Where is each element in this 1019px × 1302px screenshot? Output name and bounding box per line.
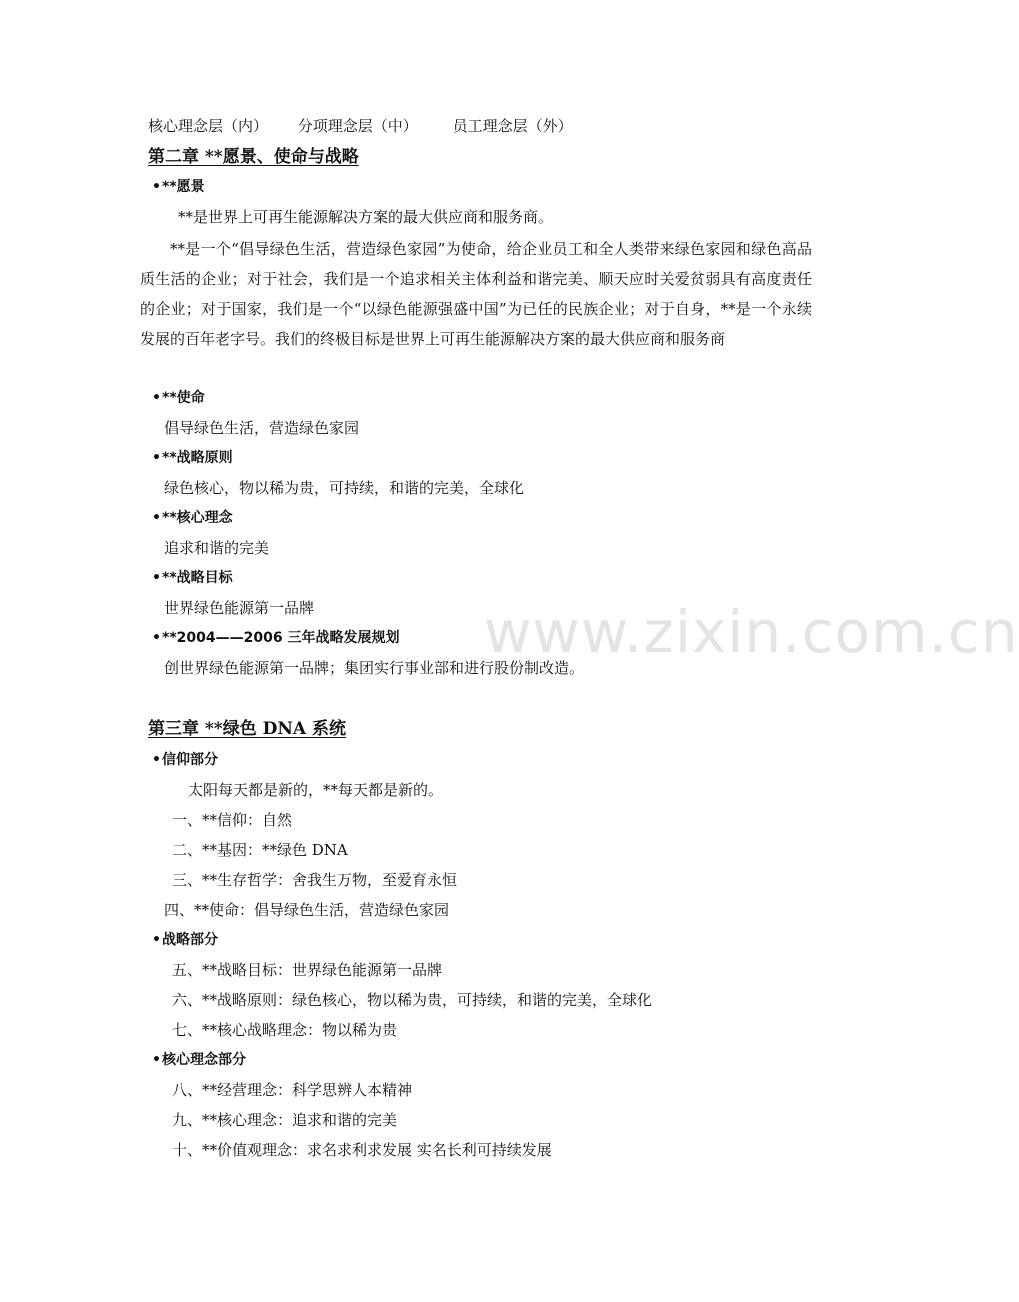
core-heading: •**核心理念 [152,510,233,526]
watermark: www.zixin.com.cn [484,598,1019,666]
principle-text: 绿色核心，物以稀为贵，可持续，和谐的完美，全球化 [164,479,525,497]
vision-statement: **是世界上可再生能源解决方案的最大供应商和服务商。 [178,208,554,226]
vision-paragraph: **是一个“倡导绿色生活，营造绿色家园”为使命，给企业员工和全人类带来绿色家园和绿色高品质生活的企业；对于社会，我们是一个追求相关主体利益和谐完美、顺天应时关爱贫弱具有高度责任的企业；对于国家，我们是一个“以绿色能源强盛中国”为已任的民族企业；对于自身，**是一个永续发展的百年老字号。我们的终极目标是世界上可再生能源解决方案的最大供应商和服务商 [140,240,812,348]
list-item: 八、**经营理念：科学思辨人本精神 [172,1081,413,1099]
list-item: 五、**战略目标：世界绿色能源第一品牌 [172,961,443,979]
plan-text: 创世界绿色能源第一品牌；集团实行事业部和进行股份制改造。 [164,659,585,677]
plan-heading: •**2004——2006 三年战略发展规划 [152,630,400,646]
layer-outer: 员工理念层（外） [452,117,573,135]
goal-text: 世界绿色能源第一品牌 [164,599,315,617]
list-item: 一、**信仰：自然 [172,811,293,829]
mission-text: 倡导绿色生活，营造绿色家园 [164,419,360,437]
principle-heading: •**战略原则 [152,450,233,466]
list-item: 二、**基因：**绿色 DNA [172,841,348,859]
goal-heading: •**战略目标 [152,570,233,586]
chapter3-title: 第三章 **绿色 DNA 系统 [148,719,347,739]
layer-inner: 核心理念层（内） [148,117,269,135]
strategy-heading: •战略部分 [152,932,218,948]
mission-heading: •**使命 [152,390,205,406]
core-text: 追求和谐的完美 [164,539,270,557]
core-concept-heading: •核心理念部分 [152,1052,246,1068]
belief-intro: 太阳每天都是新的，**每天都是新的。 [188,781,444,799]
belief-heading: •信仰部分 [152,752,218,768]
list-item: 十、**价值观理念：求名求利求发展 实名长利可持续发展 [172,1141,552,1159]
vision-heading: •**愿景 [152,179,205,195]
list-item: 九、**核心理念：追求和谐的完美 [172,1111,398,1129]
list-item: 七、**核心战略理念：物以稀为贵 [172,1021,398,1039]
list-item: 三、**生存哲学：舍我生万物，至爱育永恒 [172,871,458,889]
chapter2-title: 第二章 **愿景、使命与战略 [148,147,359,167]
list-item: 四、**使命：倡导绿色生活，营造绿色家园 [164,901,450,919]
list-item: 六、**战略原则：绿色核心，物以稀为贵，可持续，和谐的完美，全球化 [172,991,653,1009]
layer-middle: 分项理念层（中） [297,117,418,135]
concept-layers-line [148,116,573,136]
